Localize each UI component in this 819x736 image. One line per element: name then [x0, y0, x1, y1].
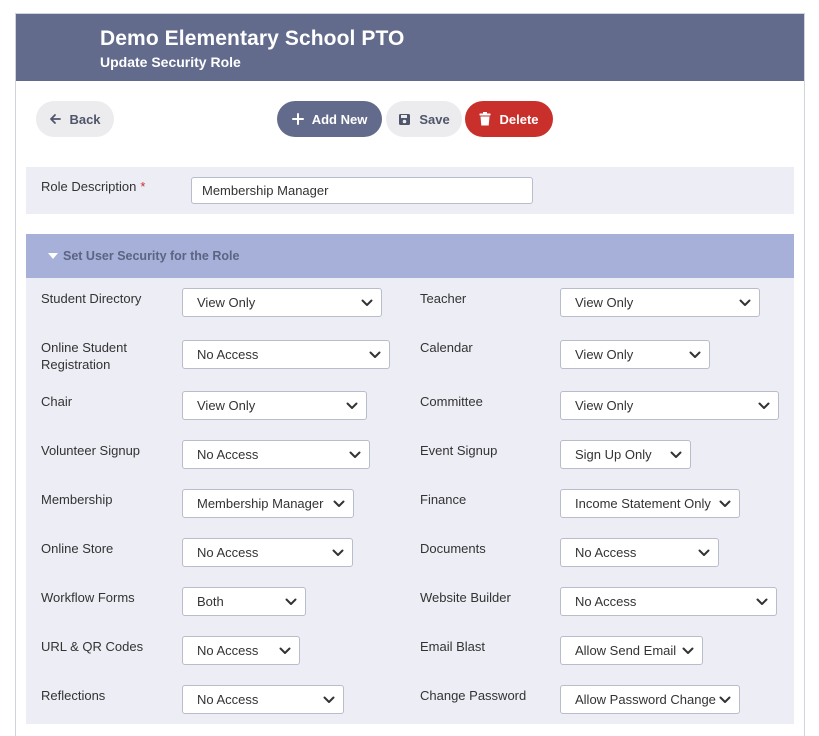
trash-icon: [479, 112, 491, 126]
page-header: [16, 14, 804, 81]
role-description-label-text: Role Description: [41, 179, 137, 194]
perm-select-reflections[interactable]: [182, 685, 344, 714]
chevron-down-icon: [689, 351, 701, 359]
selected-value: No Access: [197, 347, 259, 362]
page-subtitle: Update Security Role: [100, 54, 241, 70]
chevron-down-icon: [719, 500, 731, 508]
chevron-down-icon: [682, 647, 694, 655]
perm-label-url-qr-codes: URL & QR Codes: [41, 639, 144, 654]
perm-label-online-student-registration: Online Student Registration: [41, 340, 128, 372]
selected-value: View Only: [197, 295, 256, 310]
app-frame: [15, 13, 805, 736]
selected-value: No Access: [197, 447, 259, 462]
floppy-disk-icon: [398, 113, 411, 126]
delete-button[interactable]: [465, 101, 553, 137]
chevron-down-icon: [756, 598, 768, 606]
org-title: Demo Elementary School PTO: [100, 27, 405, 50]
plus-icon: [292, 113, 304, 125]
perm-select-online-student-registration[interactable]: [182, 340, 390, 369]
chevron-down-icon: [719, 696, 731, 704]
selected-value: Allow Password Change: [575, 692, 716, 707]
section-header-user-security[interactable]: [26, 234, 794, 278]
selected-value: Membership Manager: [197, 496, 324, 511]
selected-value: No Access: [197, 643, 259, 658]
perm-select-email-blast[interactable]: [560, 636, 703, 665]
perm-label-finance: Finance: [420, 492, 467, 507]
perm-label-online-store: Online Store: [41, 541, 114, 556]
selected-value: No Access: [575, 594, 637, 609]
role-description-input[interactable]: [191, 177, 533, 204]
perm-select-teacher[interactable]: [560, 288, 760, 317]
perm-label-membership: Membership: [41, 492, 113, 507]
save-label: Save: [419, 111, 450, 127]
add-new-label: Add New: [311, 111, 368, 127]
security-permissions-panel: [26, 278, 794, 724]
chevron-down-icon: [323, 696, 335, 704]
selected-value: Allow Send Email: [575, 643, 677, 658]
perm-label-calendar: Calendar: [420, 340, 473, 355]
perm-select-documents[interactable]: [560, 538, 719, 567]
selected-value: No Access: [197, 692, 259, 707]
chevron-down-icon: [369, 351, 381, 359]
save-button[interactable]: [386, 101, 462, 137]
perm-label-volunteer-signup: Volunteer Signup: [41, 443, 141, 458]
chevron-down-icon: [285, 598, 297, 606]
perm-label-documents: Documents: [420, 541, 486, 556]
selected-value: Sign Up Only: [575, 447, 652, 462]
perm-label-reflections: Reflections: [41, 688, 106, 703]
back-label: Back: [69, 111, 101, 127]
perm-select-membership[interactable]: [182, 489, 354, 518]
selected-value: View Only: [197, 398, 256, 413]
perm-label-event-signup: Event Signup: [420, 443, 498, 458]
selected-value: View Only: [575, 295, 634, 310]
selected-value: No Access: [575, 545, 637, 560]
arrow-left-icon: [49, 113, 61, 125]
selected-value: Income Statement Only: [575, 496, 711, 511]
chevron-down-icon: [332, 549, 344, 557]
chevron-down-icon: [698, 549, 710, 557]
caret-down-icon: [48, 253, 58, 259]
perm-label-committee: Committee: [420, 394, 483, 409]
chevron-down-icon: [361, 299, 373, 307]
perm-select-committee[interactable]: [560, 391, 779, 420]
perm-select-chair[interactable]: [182, 391, 367, 420]
perm-label-change-password: Change Password: [420, 688, 527, 703]
chevron-down-icon: [349, 451, 361, 459]
chevron-down-icon: [279, 647, 291, 655]
perm-select-url-qr-codes[interactable]: [182, 636, 300, 665]
role-description-row: [26, 167, 794, 214]
perm-select-student-directory[interactable]: [182, 288, 382, 317]
role-description-label: [41, 179, 145, 194]
perm-label-website-builder: Website Builder: [420, 590, 511, 605]
perm-label-workflow-forms: Workflow Forms: [41, 590, 135, 605]
add-new-button[interactable]: [277, 101, 382, 137]
perm-select-volunteer-signup[interactable]: [182, 440, 370, 469]
chevron-down-icon: [670, 451, 682, 459]
back-button[interactable]: [36, 101, 114, 137]
chevron-down-icon: [333, 500, 345, 508]
chevron-down-icon: [758, 402, 770, 410]
perm-select-change-password[interactable]: [560, 685, 740, 714]
section-title: Set User Security for the Role: [63, 249, 240, 263]
perm-label-teacher: Teacher: [420, 291, 467, 306]
perm-label-email-blast: Email Blast: [420, 639, 486, 654]
selected-value: Both: [197, 594, 224, 609]
selected-value: View Only: [575, 398, 634, 413]
perm-select-event-signup[interactable]: [560, 440, 691, 469]
chevron-down-icon: [739, 299, 751, 307]
selected-value: View Only: [575, 347, 634, 362]
delete-label: Delete: [499, 111, 539, 127]
perm-label-chair: Chair: [41, 394, 73, 409]
required-mark: *: [140, 179, 146, 194]
selected-value: No Access: [197, 545, 259, 560]
perm-select-website-builder[interactable]: [560, 587, 777, 616]
perm-label-student-directory: Student Directory: [41, 291, 142, 306]
perm-select-finance[interactable]: [560, 489, 740, 518]
perm-select-calendar[interactable]: [560, 340, 710, 369]
perm-select-online-store[interactable]: [182, 538, 353, 567]
perm-select-workflow-forms[interactable]: [182, 587, 306, 616]
chevron-down-icon: [346, 402, 358, 410]
